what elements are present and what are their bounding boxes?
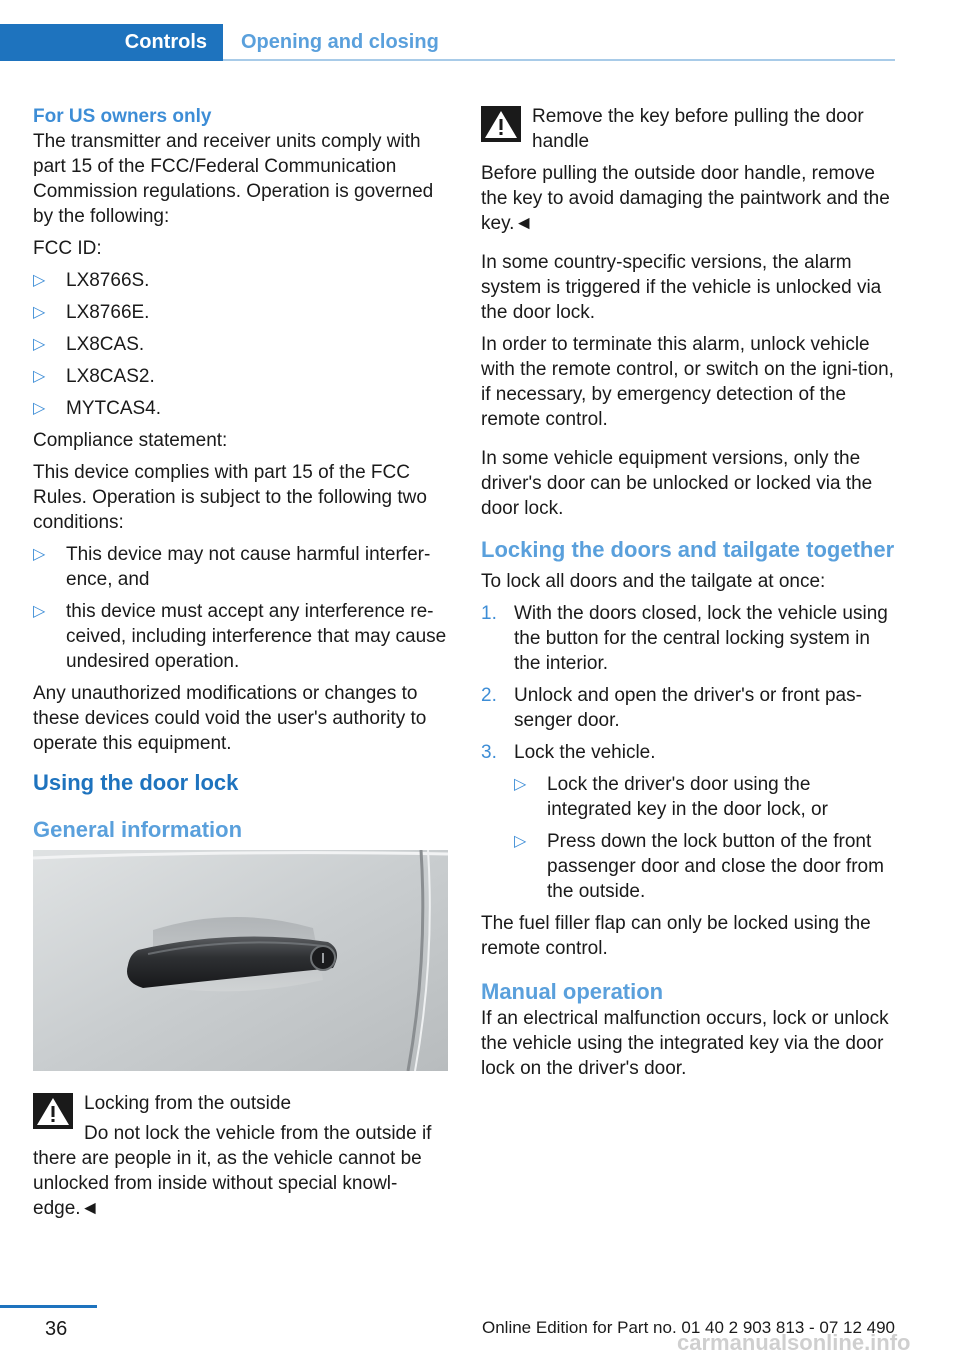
alarm-text: In some country-specific versions, the alarm system is triggered if the vehicle is unlocked via the door lock.: [481, 252, 882, 323]
triangle-right-icon: ▷: [514, 833, 527, 850]
terminate-alarm-text: In order to terminate this alarm, unlock vehicle with the remote control, or switch on the igni‐tion, if necessary, by emergency detection of the remote control.: [481, 334, 894, 430]
page-header: [0, 0, 895, 62]
list-item: ▷ This device may not cause harmful interfer‐ence, and: [33, 544, 431, 590]
edition-text: Online Edition for Part no. 01 40 2 903 813 - 07 12 490: [482, 1318, 896, 1337]
footer-divider: [0, 1305, 97, 1308]
warning-title: Locking from the outside: [84, 1093, 292, 1114]
warning-remove-key: [481, 104, 897, 154]
right-column: [481, 104, 897, 1088]
locking-together-heading: Locking the doors and tailgate together: [481, 537, 895, 562]
door-handle-photo: [33, 850, 448, 1071]
list-item: 2. Unlock and open the driver's or front pas‐senger door.: [481, 685, 862, 731]
list-item: ▷ LX8CAS2.: [33, 366, 155, 387]
triangle-right-icon: ▷: [33, 603, 46, 620]
us-owners-heading: For US owners only: [33, 106, 212, 127]
fcc-id-label: FCC ID:: [33, 238, 102, 259]
conditions-list: [33, 542, 449, 674]
modifications-text: Any unauthorized modifications or changes to these devices could void the user's authority to operate this equipment.: [33, 683, 427, 754]
triangle-right-icon: ▷: [33, 272, 46, 289]
list-item: ▷ Lock the driver's door using the integrated key in the door lock, or: [514, 774, 828, 820]
manual-operation-heading: Manual operation: [481, 979, 664, 1004]
warning-triangle-icon: [33, 1093, 73, 1129]
warning-title: Remove the key before pulling the door handle: [532, 106, 864, 152]
list-item: ▷ this device must accept any interference re‐ceived, including interference that may cause undesired operation.: [33, 601, 447, 672]
section-heading-door-lock: Using the door lock: [33, 770, 239, 795]
substeps-list: [514, 772, 897, 904]
triangle-right-icon: ▷: [33, 336, 46, 353]
list-item: ▷ LX8766S.: [33, 270, 150, 291]
general-information-heading: General information: [33, 817, 243, 842]
header-divider: [223, 59, 895, 61]
left-column: [33, 104, 449, 1228]
warning-triangle-icon: [481, 106, 521, 142]
list-item: ▷ Press down the lock button of the front passenger door and close the door from the outside.: [514, 831, 884, 902]
list-item: 3. Lock the vehicle. ▷ Lock the driver's door using the integrated key in the door lock, or ▷ Press down the lock button of the front passenger door and close the door from the outside.: [481, 740, 897, 904]
warning-locking-outside: [33, 1091, 449, 1221]
locking-intro: To lock all doors and the tailgate at once:: [481, 571, 826, 592]
fuel-flap-text: The fuel filler flap can only be locked using the remote control.: [481, 913, 871, 959]
fcc-id-list: [33, 268, 449, 421]
warning-text: Before pulling the outside door handle, remove the key to avoid damaging the paintwork and the key.◄: [481, 163, 890, 234]
list-item: ▷ LX8766E.: [33, 302, 150, 323]
equipment-text: In some vehicle equipment versions, only the driver's door can be unlocked or locked via the door lock.: [481, 448, 873, 519]
triangle-right-icon: ▷: [33, 400, 46, 417]
manual-operation-text: If an electrical malfunction occurs, lock or unlock the vehicle using the integrated key via the door lock on the driver's door.: [481, 1008, 889, 1079]
compliance-label: Compliance statement:: [33, 430, 228, 451]
section-tab-controls: Controls: [0, 24, 223, 61]
watermark: carmanualsonline.info: [677, 1330, 911, 1355]
list-item: ▷ MYTCAS4.: [33, 398, 162, 419]
triangle-right-icon: ▷: [33, 546, 46, 563]
us-owners-text: The transmitter and receiver units comply with part 15 of the FCC/Federal Communication Commission regulations. Operation is governed by the following:: [33, 131, 434, 227]
triangle-right-icon: ▷: [33, 368, 46, 385]
triangle-right-icon: ▷: [514, 776, 527, 793]
page-number: 36: [45, 1318, 68, 1340]
warning-text: Do not lock the vehicle from the outside if there are people in it, as the vehicle cannot be unlocked from inside without special knowl‐edge.◄: [33, 1123, 432, 1219]
triangle-right-icon: ▷: [33, 304, 46, 321]
compliance-text: This device complies with part 15 of the FCC Rules. Operation is subject to the following two conditions:: [33, 462, 427, 533]
list-item: ▷ LX8CAS.: [33, 334, 145, 355]
chapter-tab-opening-closing: Opening and closing: [241, 31, 439, 53]
locking-steps: [481, 601, 897, 904]
list-item: 1. With the doors closed, lock the vehicle using the button for the central locking system in the interior.: [481, 603, 888, 674]
